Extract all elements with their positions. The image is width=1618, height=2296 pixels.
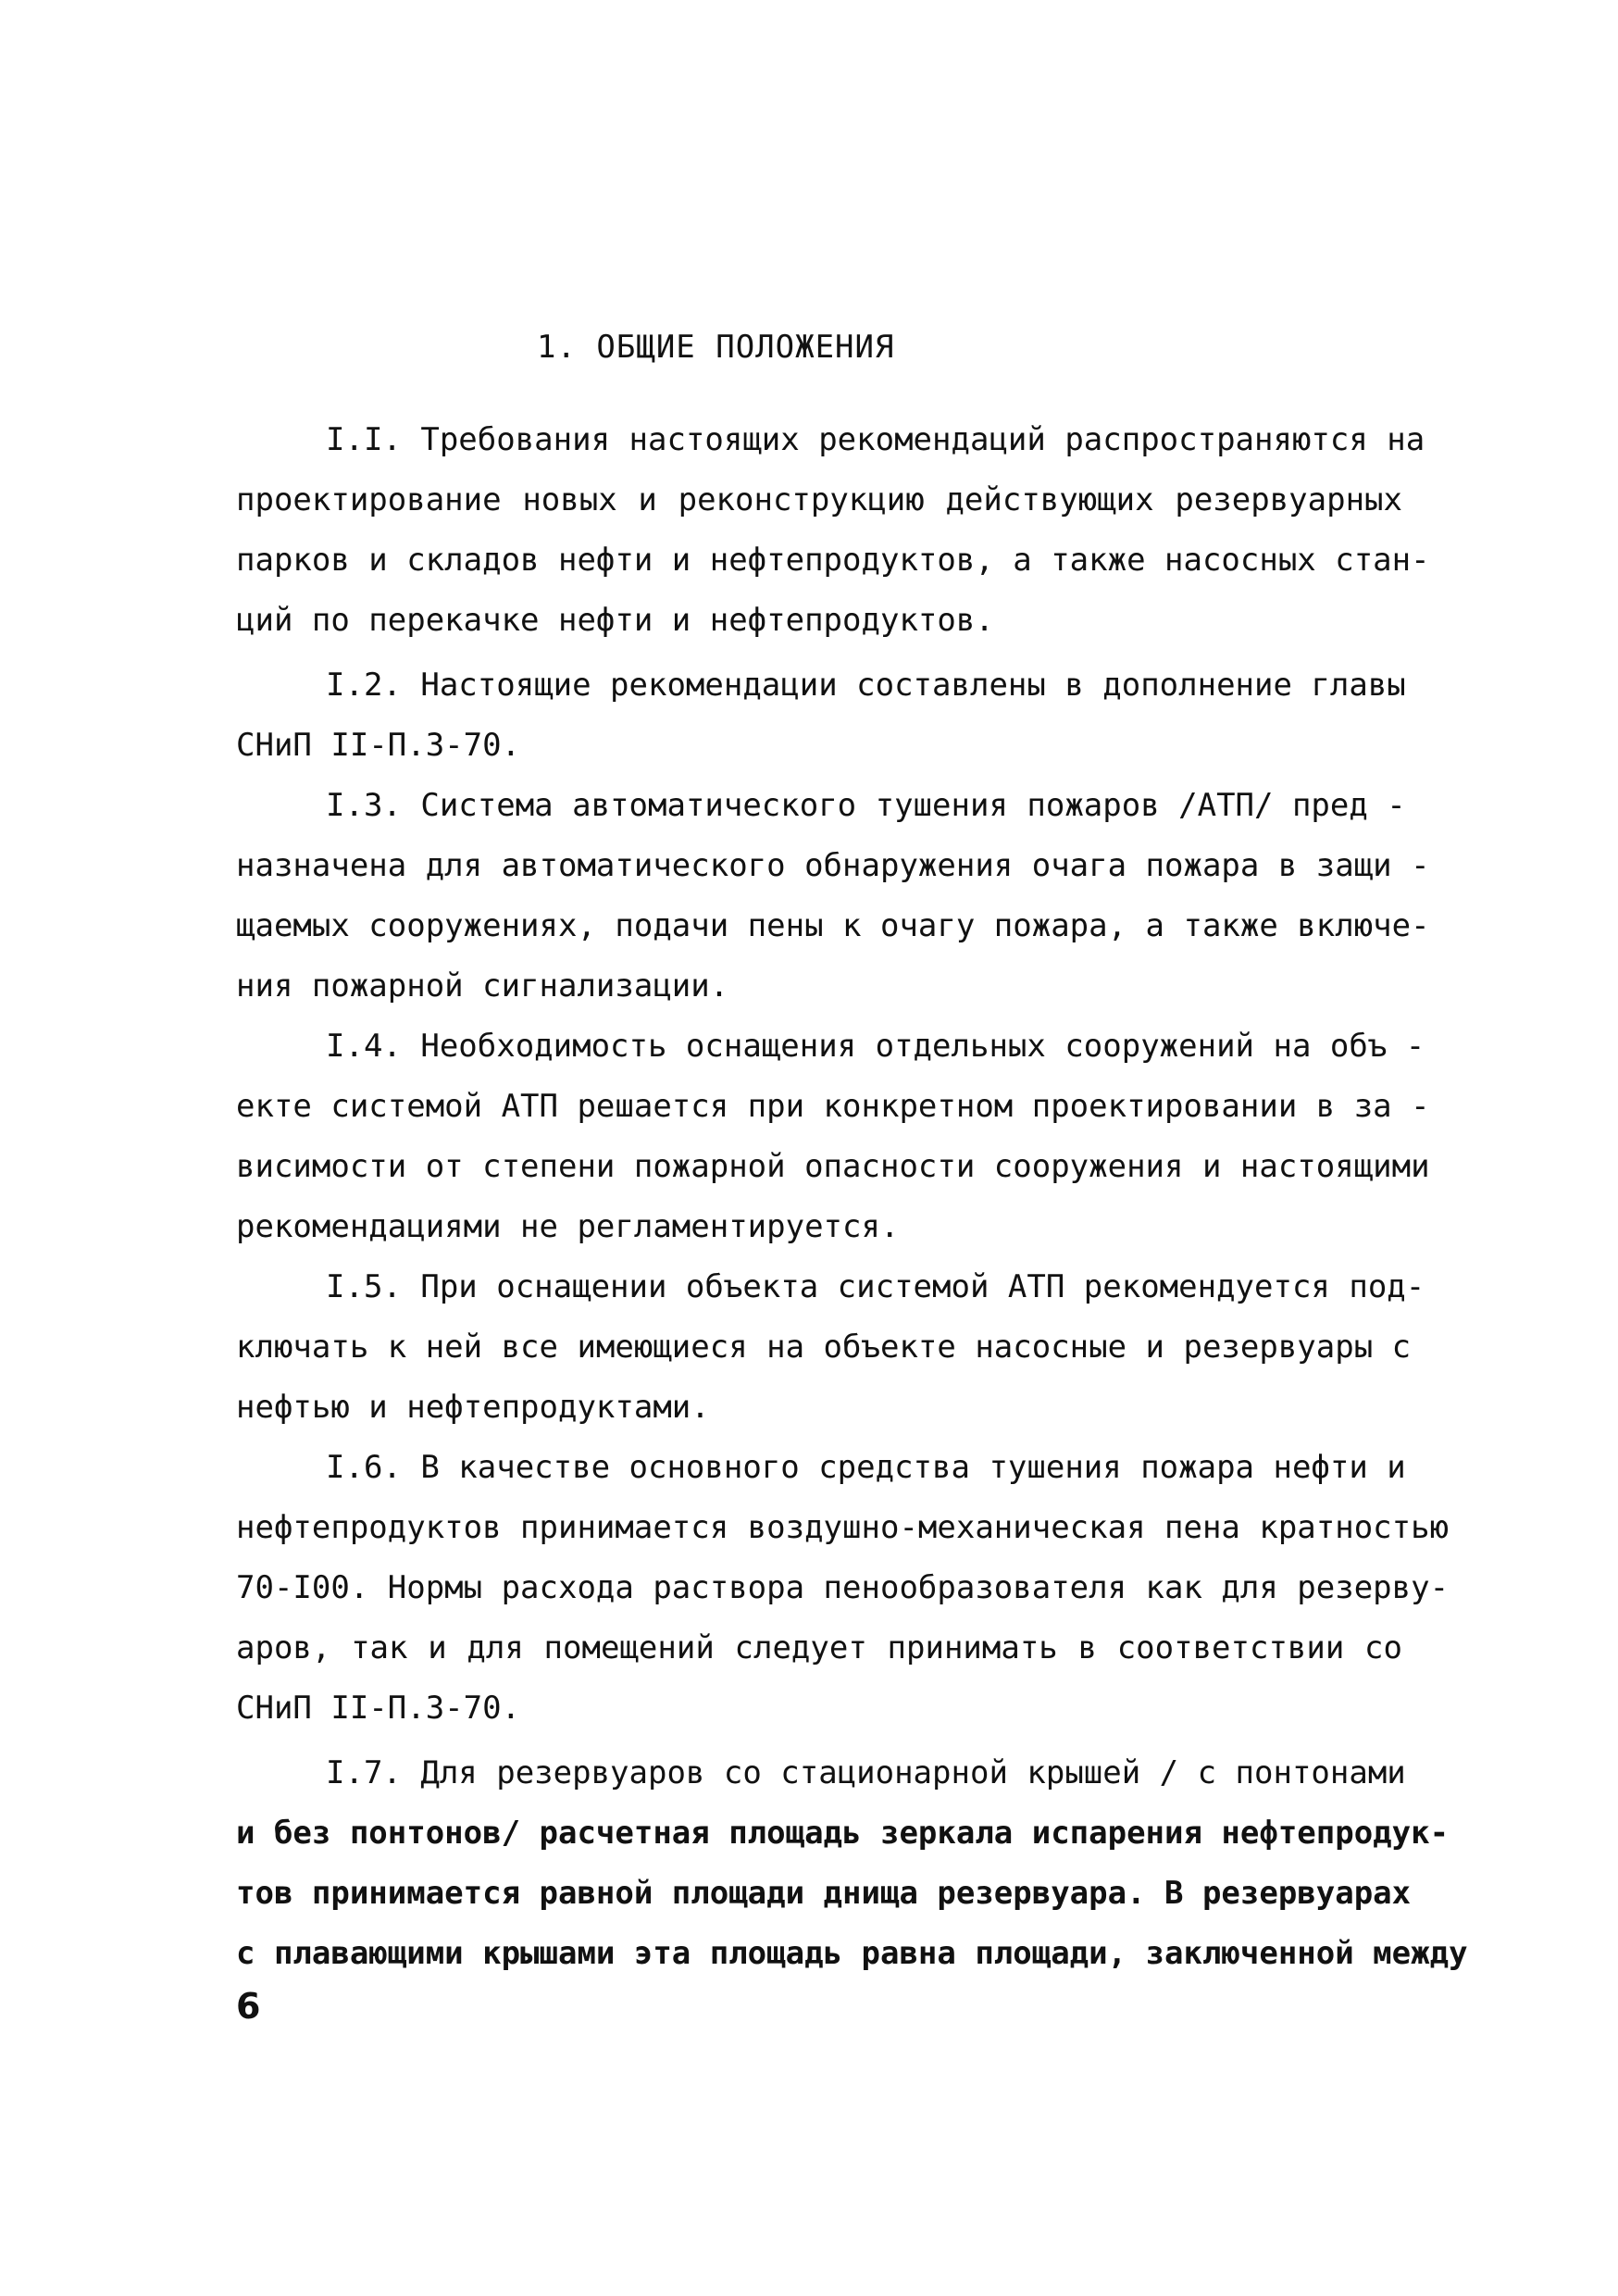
text-line: I.4. Необходимость оснащения отдельных сооружений на объ - [326,1028,1425,1065]
text-line: I.6. В качестве основного средства тушения пожара нефти и [326,1449,1406,1486]
text-line: I.7. Для резервуаров со стационарной крышей / с понтонами [326,1754,1406,1791]
text-line: висимости от степени пожарной опасности сооружения и настоящими [236,1148,1430,1185]
text-line: ния пожарной сигнализации. [236,967,729,1004]
text-line: проектирование новых и реконструкцию действующих резервуарных [236,481,1402,518]
text-line: и без понтонов/ расчетная площадь зеркала испарения нефтепродук- [236,1815,1450,1852]
text-line: тов принимается равной площади днища резервуара. В резервуарах [236,1875,1412,1912]
text-line: екте системой АТП решается при конкретном проектировании в за - [236,1088,1430,1125]
text-line: I.5. При оснащении объекта системой АТП рекомендуется под- [326,1268,1425,1305]
text-line: аров, так и для помещений следует принимать в соответствии со [236,1629,1402,1666]
page-number: 6 [236,1986,261,2027]
section-title: 1. ОБЩИЕ ПОЛОЖЕНИЯ [537,329,895,366]
text-line: с плавающими крышами эта площадь равна площади, заключенной между [236,1935,1468,1972]
text-line: I.I. Требования настоящих рекомендаций распространяются на [326,421,1425,458]
text-line: нефтью и нефтепродуктами. [236,1389,710,1426]
text-line: I.2. Настоящие рекомендации составлены в дополнение главы [326,667,1406,704]
text-line: парков и складов нефти и нефтепродуктов, а также насосных стан- [236,542,1430,579]
text-line: ключать к ней все имеющиеся на объекте насосные и резервуары с [236,1329,1412,1366]
text-line: щаемых сооружениях, подачи пены к очагу пожара, а также включе- [236,907,1430,944]
text-line: назначена для автоматического обнаружения очага пожара в защи - [236,847,1430,884]
text-line: I.3. Система автоматического тушения пожаров /АТП/ пред - [326,787,1406,824]
text-line: СНиП II-П.3-70. [236,1690,521,1727]
text-line: СНиП II-П.3-70. [236,727,521,764]
text-line: 70-I00. Нормы расхода раствора пенообразователя как для резерву- [236,1569,1450,1606]
text-line: ций по перекачке нефти и нефтепродуктов. [236,602,994,639]
text-line: рекомендациями не регламентируется. [236,1208,900,1245]
text-line: нефтепродуктов принимается воздушно-механическая пена кратностью [236,1509,1450,1546]
